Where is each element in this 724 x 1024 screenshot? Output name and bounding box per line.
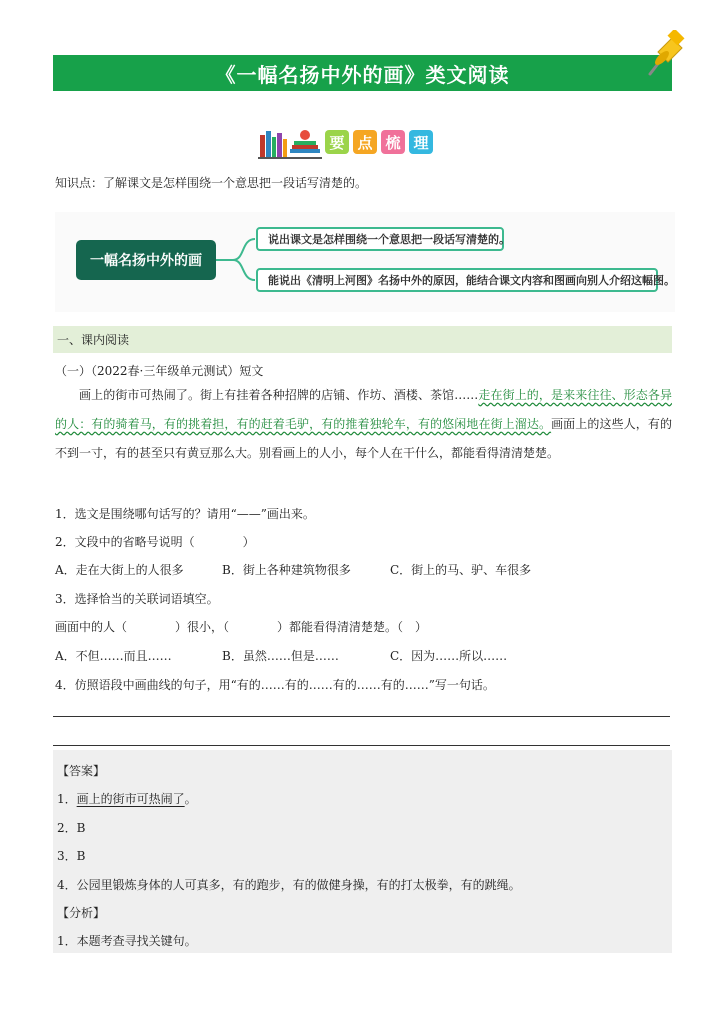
books-icon [258, 127, 324, 159]
answer-1-end: 。 [184, 792, 197, 806]
title-banner [53, 55, 672, 91]
reading-heading [53, 326, 672, 353]
question-1: 1．选文是围绕哪句话写的？请用“——”画出来。 [55, 507, 315, 521]
answer-box [53, 750, 672, 953]
section-char-1: 要 [325, 130, 349, 154]
section-char-2: 点 [353, 130, 377, 154]
mind-map-branch-1 [256, 227, 510, 251]
answer-1 [57, 790, 197, 807]
knowledge-point: 知识点：了解课文是怎样围绕一个意思把一段话写清楚的。 [55, 176, 368, 190]
passage-text-end: 画面上的这些人，有的不到一寸，有的甚至只有黄豆那么大。别看画上的人小，每个人在干什么，都能看得清清楚楚。 [55, 417, 672, 460]
answer-line-2[interactable] [53, 745, 670, 746]
mind-map [55, 212, 675, 312]
question-2: 2．文段中的省略号说明（ ） [55, 535, 255, 549]
passage-text-start: 画上的街市可热闹了。街上有挂着各种招牌的店铺、作坊、酒楼、茶馆…… [79, 388, 479, 402]
mind-map-root-label: 一幅名扬中外的画 [90, 253, 202, 269]
answer-label: 【答案】 [57, 764, 106, 778]
answer-1-text: 画上的街市可热闹了 [76, 792, 185, 806]
passage-wavy-sentence: 走在街上的，是来来往往、形态各异的人：有的骑着马，有的挑着担，有的赶着毛驴，有的推着独轮车，有的悠闲地在街上溜达。 [55, 388, 672, 431]
q2-option-b: B．街上各种建筑物很多 [222, 563, 351, 577]
mind-map-branch-1-label: 说出课文是怎样围绕一个意思把一段话写清楚的。 [268, 233, 510, 246]
pushpin-icon [638, 30, 688, 82]
question-3: 3．选择恰当的关联词语填空。 [55, 592, 219, 606]
answer-line-1[interactable] [53, 716, 670, 717]
mind-map-branch-2 [256, 268, 675, 292]
mind-map-root [76, 240, 216, 280]
q3-sentence: 画面中的人（ ）很小，（ ）都能看得清清楚楚。（ ） [55, 620, 428, 634]
answer-3: 3．B [57, 849, 86, 863]
q2-option-c: C．街上的马、驴、车很多 [390, 563, 532, 577]
page-title: 《一幅名扬中外的画》类文阅读 [215, 62, 510, 87]
q2-option-a: A．走在大街上的人很多 [55, 563, 184, 577]
q3-option-a: A．不但……而且…… [55, 649, 172, 663]
section-header [258, 127, 448, 159]
section-char-4: 理 [409, 130, 433, 154]
mind-map-branch-2-label: 能说出《清明上河图》名扬中外的原因，能结合课文内容和图画向别人介绍这幅图。 [268, 274, 675, 287]
answer-1-number: 1． [57, 792, 77, 806]
question-4: 4．仿照语段中画曲线的句子，用“有的……有的……有的……有的……”写一句话。 [55, 678, 495, 692]
q3-option-b: B．虽然……但是…… [222, 649, 339, 663]
analysis-label: 【分析】 [57, 906, 106, 920]
answer-2: 2．B [57, 821, 86, 835]
reading-passage [55, 381, 672, 468]
q3-option-c: C．因为……所以…… [390, 649, 508, 663]
analysis-1: 1．本题考查寻找关键句。 [57, 934, 197, 948]
answer-4: 4．公园里锻炼身体的人可真多，有的跑步，有的做健身操，有的打太极拳，有的跳绳。 [57, 878, 521, 892]
reading-subtitle: （一）（2022春·三年级单元测试）短文 [55, 364, 264, 378]
section-char-3: 梳 [381, 130, 405, 154]
reading-heading-label: 一、课内阅读 [57, 333, 130, 347]
